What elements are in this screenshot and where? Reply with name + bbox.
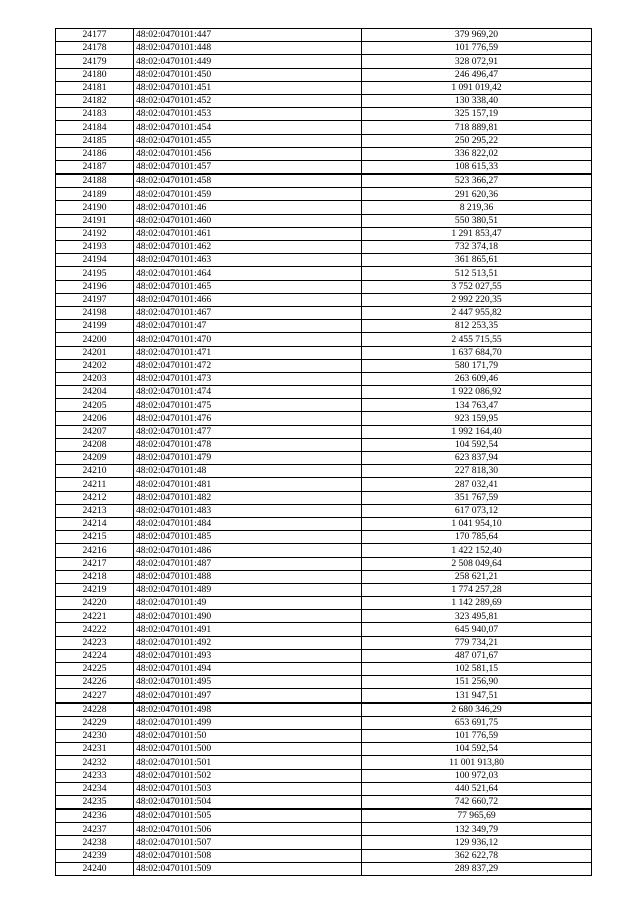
row-number-cell: 24239 [56, 849, 134, 862]
table-row [56, 241, 592, 254]
row-number-cell: 24197 [56, 293, 134, 306]
table-row [56, 570, 592, 583]
cadastral-number-cell: 48:02:0470101:494 [134, 663, 362, 676]
row-number-cell: 24215 [56, 531, 134, 544]
cadastral-number-cell: 48:02:0470101:447 [134, 29, 362, 42]
cadastral-value-cell: 77 965,69 [362, 809, 592, 823]
table-row [56, 188, 592, 201]
cadastral-value-cell: 291 620,36 [362, 188, 592, 201]
cadastral-value-cell: 1 637 684,70 [362, 346, 592, 359]
table-row [56, 849, 592, 862]
cadastral-value-cell: 2 447 955,82 [362, 306, 592, 319]
cadastral-number-cell: 48:02:0470101:497 [134, 689, 362, 703]
cadastral-number-cell: 48:02:0470101:473 [134, 372, 362, 385]
cadastral-number-cell: 48:02:0470101:495 [134, 676, 362, 689]
row-number-cell: 24209 [56, 452, 134, 465]
cadastral-number-cell: 48:02:0470101:459 [134, 188, 362, 201]
table-row [56, 823, 592, 836]
cadastral-value-cell: 325 157,19 [362, 108, 592, 121]
cadastral-number-cell: 48:02:0470101:465 [134, 280, 362, 293]
cadastral-number-cell: 48:02:0470101:452 [134, 94, 362, 107]
cadastral-number-cell: 48:02:0470101:507 [134, 836, 362, 849]
cadastral-number-cell: 48:02:0470101:503 [134, 782, 362, 795]
row-number-cell: 24235 [56, 795, 134, 809]
row-number-cell: 24223 [56, 636, 134, 649]
cadastral-number-cell: 48:02:0470101:463 [134, 254, 362, 267]
cadastral-value-cell: 923 159,95 [362, 412, 592, 425]
cadastral-value-cell: 742 660,72 [362, 795, 592, 809]
table-row [56, 862, 592, 875]
cadastral-number-cell: 48:02:0470101:448 [134, 42, 362, 55]
cadastral-number-cell: 48:02:0470101:470 [134, 333, 362, 346]
cadastral-value-cell: 732 374,18 [362, 241, 592, 254]
cadastral-value-cell: 8 219,36 [362, 201, 592, 214]
cadastral-value-cell: 440 521,64 [362, 782, 592, 795]
cadastral-number-cell: 48:02:0470101:47 [134, 320, 362, 333]
row-number-cell: 24228 [56, 703, 134, 717]
table-row [56, 108, 592, 121]
cadastral-value-cell: 323 495,81 [362, 610, 592, 623]
cadastral-value-cell: 246 496,47 [362, 68, 592, 81]
row-number-cell: 24180 [56, 68, 134, 81]
table-row [56, 703, 592, 717]
cadastral-value-cell: 130 338,40 [362, 94, 592, 107]
cadastral-value-cell: 104 592,54 [362, 438, 592, 451]
row-number-cell: 24218 [56, 570, 134, 583]
row-number-cell: 24234 [56, 782, 134, 795]
cadastral-value-cell: 101 776,59 [362, 729, 592, 742]
row-number-cell: 24222 [56, 623, 134, 636]
cadastral-number-cell: 48:02:0470101:483 [134, 504, 362, 517]
row-number-cell: 24226 [56, 676, 134, 689]
cadastral-number-cell: 48:02:0470101:474 [134, 386, 362, 399]
row-number-cell: 24189 [56, 188, 134, 201]
cadastral-number-cell: 48:02:0470101:466 [134, 293, 362, 306]
table-row [56, 280, 592, 293]
table-row [56, 201, 592, 214]
table-row [56, 29, 592, 42]
row-number-cell: 24229 [56, 716, 134, 729]
table-row [56, 491, 592, 504]
cadastral-value-cell: 170 785,64 [362, 531, 592, 544]
cadastral-number-cell: 48:02:0470101:491 [134, 623, 362, 636]
cadastral-value-cell: 512 513,51 [362, 267, 592, 280]
cadastral-number-cell: 48:02:0470101:461 [134, 227, 362, 240]
row-number-cell: 24191 [56, 214, 134, 227]
row-number-cell: 24212 [56, 491, 134, 504]
table-row [56, 386, 592, 399]
table-row [56, 676, 592, 689]
row-number-cell: 24179 [56, 55, 134, 68]
cadastral-number-cell: 48:02:0470101:471 [134, 346, 362, 359]
table-row [56, 649, 592, 662]
cadastral-value-cell: 11 001 913,80 [362, 756, 592, 769]
table-row [56, 610, 592, 623]
table-row [56, 412, 592, 425]
cadastral-value-cell: 2 508 049,64 [362, 557, 592, 570]
cadastral-number-cell: 48:02:0470101:458 [134, 174, 362, 188]
cadastral-value-cell: 1 091 019,42 [362, 81, 592, 94]
table-row [56, 836, 592, 849]
row-number-cell: 24216 [56, 544, 134, 557]
cadastral-value-cell: 100 972,03 [362, 769, 592, 782]
cadastral-value-cell: 289 837,29 [362, 862, 592, 875]
cadastral-number-cell: 48:02:0470101:46 [134, 201, 362, 214]
row-number-cell: 24183 [56, 108, 134, 121]
row-number-cell: 24236 [56, 809, 134, 823]
row-number-cell: 24238 [56, 836, 134, 849]
cadastral-value-cell: 351 767,59 [362, 491, 592, 504]
table-row [56, 716, 592, 729]
cadastral-number-cell: 48:02:0470101:501 [134, 756, 362, 769]
cadastral-number-cell: 48:02:0470101:449 [134, 55, 362, 68]
row-number-cell: 24186 [56, 147, 134, 160]
row-number-cell: 24178 [56, 42, 134, 55]
cadastral-number-cell: 48:02:0470101:506 [134, 823, 362, 836]
row-number-cell: 24185 [56, 134, 134, 147]
table-row [56, 346, 592, 359]
cadastral-number-cell: 48:02:0470101:505 [134, 809, 362, 823]
row-number-cell: 24219 [56, 583, 134, 596]
row-number-cell: 24232 [56, 756, 134, 769]
cadastral-number-cell: 48:02:0470101:493 [134, 649, 362, 662]
table-row [56, 636, 592, 649]
row-number-cell: 24217 [56, 557, 134, 570]
cadastral-number-cell: 48:02:0470101:489 [134, 583, 362, 596]
table-row [56, 756, 592, 769]
table-row [56, 134, 592, 147]
row-number-cell: 24203 [56, 372, 134, 385]
cadastral-value-cell: 131 947,51 [362, 689, 592, 703]
row-number-cell: 24182 [56, 94, 134, 107]
cadastral-number-cell: 48:02:0470101:467 [134, 306, 362, 319]
cadastral-value-cell: 102 581,15 [362, 663, 592, 676]
table-row [56, 425, 592, 438]
cadastral-number-cell: 48:02:0470101:485 [134, 531, 362, 544]
cadastral-number-cell: 48:02:0470101:498 [134, 703, 362, 717]
row-number-cell: 24181 [56, 81, 134, 94]
cadastral-number-cell: 48:02:0470101:478 [134, 438, 362, 451]
row-number-cell: 24207 [56, 425, 134, 438]
row-number-cell: 24184 [56, 121, 134, 134]
cadastral-number-cell: 48:02:0470101:492 [134, 636, 362, 649]
cadastral-number-cell: 48:02:0470101:453 [134, 108, 362, 121]
table-row [56, 68, 592, 81]
cadastral-number-cell: 48:02:0470101:500 [134, 743, 362, 756]
cadastral-value-cell: 779 734,21 [362, 636, 592, 649]
row-number-cell: 24220 [56, 597, 134, 610]
cadastral-number-cell: 48:02:0470101:450 [134, 68, 362, 81]
cadastral-value-cell: 645 940,07 [362, 623, 592, 636]
table-row [56, 174, 592, 188]
cadastral-value-cell: 487 071,67 [362, 649, 592, 662]
row-number-cell: 24231 [56, 743, 134, 756]
cadastral-value-cell: 1 422 152,40 [362, 544, 592, 557]
cadastral-number-cell: 48:02:0470101:476 [134, 412, 362, 425]
row-number-cell: 24188 [56, 174, 134, 188]
row-number-cell: 24240 [56, 862, 134, 875]
cadastral-number-cell: 48:02:0470101:487 [134, 557, 362, 570]
cadastral-number-cell: 48:02:0470101:509 [134, 862, 362, 875]
table-row [56, 478, 592, 491]
cadastral-value-cell: 263 609,46 [362, 372, 592, 385]
table-row [56, 254, 592, 267]
table-body [56, 29, 592, 876]
table-row [56, 729, 592, 742]
cadastral-number-cell: 48:02:0470101:481 [134, 478, 362, 491]
cadastral-number-cell: 48:02:0470101:482 [134, 491, 362, 504]
row-number-cell: 24233 [56, 769, 134, 782]
cadastral-number-cell: 48:02:0470101:456 [134, 147, 362, 160]
row-number-cell: 24204 [56, 386, 134, 399]
cadastral-value-cell: 653 691,75 [362, 716, 592, 729]
cadastral-number-cell: 48:02:0470101:455 [134, 134, 362, 147]
table-row [56, 160, 592, 174]
row-number-cell: 24199 [56, 320, 134, 333]
table-row [56, 372, 592, 385]
cadastral-value-cell: 617 073,12 [362, 504, 592, 517]
row-number-cell: 24227 [56, 689, 134, 703]
cadastral-number-cell: 48:02:0470101:49 [134, 597, 362, 610]
cadastral-value-cell: 336 822,02 [362, 147, 592, 160]
cadastral-number-cell: 48:02:0470101:484 [134, 517, 362, 530]
table-row [56, 623, 592, 636]
cadastral-number-cell: 48:02:0470101:50 [134, 729, 362, 742]
row-number-cell: 24221 [56, 610, 134, 623]
cadastral-value-cell: 379 969,20 [362, 29, 592, 42]
table-row [56, 293, 592, 306]
cadastral-value-cell: 1 142 289,69 [362, 597, 592, 610]
table-row [56, 333, 592, 346]
row-number-cell: 24206 [56, 412, 134, 425]
cadastral-value-cell: 1 041 954,10 [362, 517, 592, 530]
row-number-cell: 24187 [56, 160, 134, 174]
table-row [56, 359, 592, 372]
row-number-cell: 24192 [56, 227, 134, 240]
cadastral-value-table [55, 28, 592, 876]
cadastral-number-cell: 48:02:0470101:451 [134, 81, 362, 94]
table-row [56, 465, 592, 478]
cadastral-value-cell: 2 680 346,29 [362, 703, 592, 717]
table-row [56, 267, 592, 280]
row-number-cell: 24196 [56, 280, 134, 293]
cadastral-value-cell: 718 889,81 [362, 121, 592, 134]
table-row [56, 517, 592, 530]
row-number-cell: 24200 [56, 333, 134, 346]
cadastral-value-cell: 1 992 164,40 [362, 425, 592, 438]
cadastral-value-cell: 328 072,91 [362, 55, 592, 68]
cadastral-value-cell: 623 837,94 [362, 452, 592, 465]
row-number-cell: 24201 [56, 346, 134, 359]
row-number-cell: 24237 [56, 823, 134, 836]
cadastral-number-cell: 48:02:0470101:457 [134, 160, 362, 174]
row-number-cell: 24190 [56, 201, 134, 214]
row-number-cell: 24202 [56, 359, 134, 372]
cadastral-number-cell: 48:02:0470101:508 [134, 849, 362, 862]
cadastral-number-cell: 48:02:0470101:488 [134, 570, 362, 583]
table-row [56, 504, 592, 517]
cadastral-value-cell: 1 291 853,47 [362, 227, 592, 240]
cadastral-value-cell: 2 455 715,55 [362, 333, 592, 346]
table-row [56, 531, 592, 544]
cadastral-value-cell: 1 774 257,28 [362, 583, 592, 596]
cadastral-number-cell: 48:02:0470101:477 [134, 425, 362, 438]
row-number-cell: 24198 [56, 306, 134, 319]
cadastral-value-cell: 523 366,27 [362, 174, 592, 188]
table-row [56, 689, 592, 703]
cadastral-value-cell: 101 776,59 [362, 42, 592, 55]
cadastral-value-cell: 134 763,47 [362, 399, 592, 412]
cadastral-number-cell: 48:02:0470101:502 [134, 769, 362, 782]
cadastral-number-cell: 48:02:0470101:504 [134, 795, 362, 809]
cadastral-number-cell: 48:02:0470101:472 [134, 359, 362, 372]
table-row [56, 81, 592, 94]
table-row [56, 227, 592, 240]
cadastral-value-cell: 361 865,61 [362, 254, 592, 267]
cadastral-value-cell: 2 992 220,35 [362, 293, 592, 306]
row-number-cell: 24177 [56, 29, 134, 42]
row-number-cell: 24205 [56, 399, 134, 412]
cadastral-value-cell: 151 256,90 [362, 676, 592, 689]
table-row [56, 399, 592, 412]
table-row [56, 597, 592, 610]
table-row [56, 214, 592, 227]
cadastral-value-cell: 580 171,79 [362, 359, 592, 372]
row-number-cell: 24195 [56, 267, 134, 280]
row-number-cell: 24193 [56, 241, 134, 254]
table-row [56, 544, 592, 557]
table-row [56, 94, 592, 107]
cadastral-value-cell: 250 295,22 [362, 134, 592, 147]
table-row [56, 795, 592, 809]
row-number-cell: 24194 [56, 254, 134, 267]
cadastral-number-cell: 48:02:0470101:490 [134, 610, 362, 623]
cadastral-value-cell: 108 615,33 [362, 160, 592, 174]
cadastral-number-cell: 48:02:0470101:479 [134, 452, 362, 465]
cadastral-value-cell: 258 621,21 [362, 570, 592, 583]
cadastral-number-cell: 48:02:0470101:475 [134, 399, 362, 412]
row-number-cell: 24211 [56, 478, 134, 491]
row-number-cell: 24230 [56, 729, 134, 742]
cadastral-number-cell: 48:02:0470101:462 [134, 241, 362, 254]
row-number-cell: 24210 [56, 465, 134, 478]
table-row [56, 663, 592, 676]
table-row [56, 452, 592, 465]
row-number-cell: 24224 [56, 649, 134, 662]
table-row [56, 320, 592, 333]
cadastral-number-cell: 48:02:0470101:464 [134, 267, 362, 280]
cadastral-value-cell: 104 592,54 [362, 743, 592, 756]
table-row [56, 769, 592, 782]
table-row [56, 557, 592, 570]
table-row [56, 809, 592, 823]
table-row [56, 147, 592, 160]
cadastral-value-cell: 550 380,51 [362, 214, 592, 227]
table-row [56, 306, 592, 319]
cadastral-value-cell: 227 818,30 [362, 465, 592, 478]
table-row [56, 782, 592, 795]
table-row [56, 438, 592, 451]
table-row [56, 55, 592, 68]
row-number-cell: 24208 [56, 438, 134, 451]
cadastral-number-cell: 48:02:0470101:48 [134, 465, 362, 478]
cadastral-number-cell: 48:02:0470101:486 [134, 544, 362, 557]
cadastral-value-cell: 287 032,41 [362, 478, 592, 491]
cadastral-number-cell: 48:02:0470101:454 [134, 121, 362, 134]
row-number-cell: 24225 [56, 663, 134, 676]
cadastral-value-cell: 1 922 086,92 [362, 386, 592, 399]
table-row [56, 42, 592, 55]
cadastral-value-cell: 3 752 027,55 [362, 280, 592, 293]
table-row [56, 121, 592, 134]
row-number-cell: 24213 [56, 504, 134, 517]
cadastral-value-cell: 362 622,78 [362, 849, 592, 862]
cadastral-value-cell: 812 253,35 [362, 320, 592, 333]
table-row [56, 743, 592, 756]
table-row [56, 583, 592, 596]
cadastral-number-cell: 48:02:0470101:460 [134, 214, 362, 227]
row-number-cell: 24214 [56, 517, 134, 530]
cadastral-value-cell: 129 936,12 [362, 836, 592, 849]
cadastral-number-cell: 48:02:0470101:499 [134, 716, 362, 729]
cadastral-value-cell: 132 349,79 [362, 823, 592, 836]
